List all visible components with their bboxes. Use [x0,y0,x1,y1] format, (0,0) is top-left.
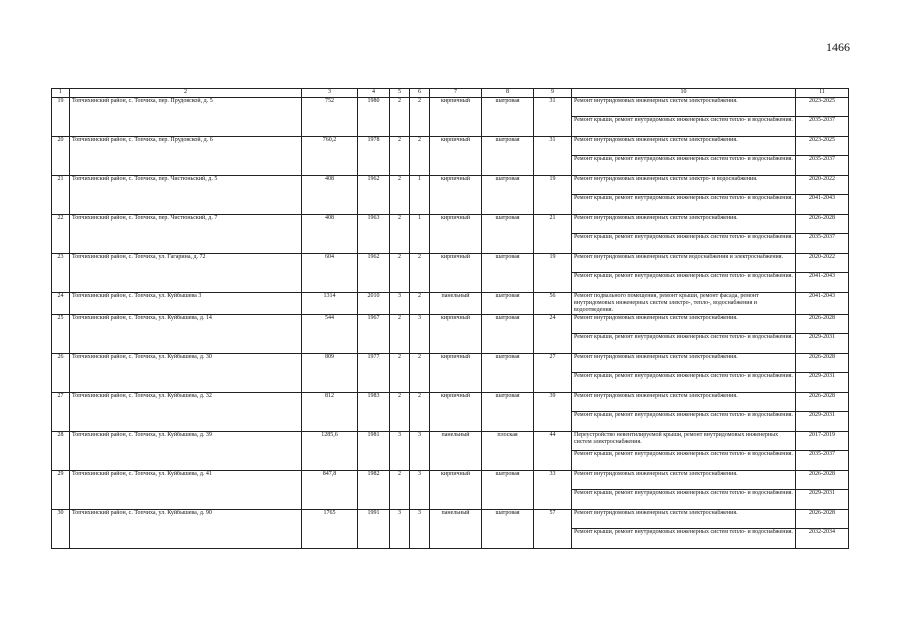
record-col6: 2 [410,98,430,137]
record-work-description: Ремонт крыши, ремонт внутридомовых инженерных систем тепло- и водоснабжения. [572,234,796,254]
table-body [52,98,849,549]
record-work-description: Ремонт крыши, ремонт внутридомовых инженерных систем тепло- и водоснабжения. [572,451,796,471]
table-row [52,471,849,490]
record-work-period: 2041-2043 [796,195,849,215]
record-address: Топчихинский район, с. Топчиха, ул. Куйбышева, д. 30 [70,354,302,393]
record-number: 19 [52,98,70,137]
col-header-5: 5 [390,89,410,98]
col-header-2: 2 [70,89,302,98]
record-wall-material: кирпичный [430,137,482,176]
record-area: 604 [302,254,358,293]
record-roof-type: шатровая [482,510,534,549]
record-work-period: 2026-2028 [796,315,849,334]
record-roof-type: шатровая [482,315,534,354]
record-col6: 2 [410,293,430,315]
col-header-4: 4 [358,89,390,98]
record-work-description: Ремонт крыши, ремонт внутридомовых инженерных систем тепло- и водоснабжения. [572,490,796,510]
record-work-period: 2026-2028 [796,393,849,412]
record-work-description: Ремонт внутридомовых инженерных систем электроснабжения. [572,354,796,373]
record-col6: 3 [410,510,430,549]
record-number: 24 [52,293,70,315]
record-year: 1967 [358,315,390,354]
record-wall-material: кирпичный [430,176,482,215]
record-roof-type: шатровая [482,393,534,432]
record-col9: 19 [534,176,572,215]
col-header-7: 7 [430,89,482,98]
record-col5: 2 [390,98,410,137]
record-year: 1980 [358,98,390,137]
table-row [52,315,849,334]
record-work-period: 2035-2037 [796,451,849,471]
record-roof-type: шатровая [482,354,534,393]
record-address: Топчихинский район, с. Топчиха, пер. Прудовской, д. 5 [70,98,302,137]
record-area: 1285,6 [302,432,358,471]
record-area: 752 [302,98,358,137]
record-area: 812 [302,393,358,432]
record-roof-type: шатровая [482,137,534,176]
record-number: 29 [52,471,70,510]
column-number-row [52,89,849,98]
record-work-description: Ремонт крыши, ремонт внутридомовых инженерных систем тепло- и водоснабжения. [572,273,796,293]
table-row [52,137,849,156]
record-wall-material: кирпичный [430,98,482,137]
record-address: Топчихинский район, с. Топчиха, пер. Чистюньский, д. 5 [70,176,302,215]
record-col6: 3 [410,432,430,471]
record-number: 25 [52,315,70,354]
record-wall-material: панельный [430,510,482,549]
record-work-description: Ремонт внутридомовых инженерных систем электроснабжения. [572,315,796,334]
record-col5: 3 [390,510,410,549]
record-work-period: 2026-2028 [796,354,849,373]
record-work-description: Ремонт крыши, ремонт внутридомовых инженерных систем тепло- и водоснабжения. [572,334,796,354]
record-year: 1962 [358,176,390,215]
record-col6: 2 [410,137,430,176]
record-col6: 1 [410,176,430,215]
record-col9: 33 [534,471,572,510]
record-work-period: 2041-2043 [796,293,849,315]
record-col9: 19 [534,254,572,293]
table-row [52,510,849,529]
record-work-description: Ремонт крыши, ремонт внутридомовых инженерных систем тепло- и водоснабжения. [572,195,796,215]
record-roof-type: шатровая [482,293,534,315]
col-header-8: 8 [482,89,534,98]
record-work-period: 2035-2037 [796,234,849,254]
record-col9: 24 [534,315,572,354]
record-address: Топчихинский район, с. Топчиха, ул. Куйбышева, д. 39 [70,432,302,471]
record-number: 30 [52,510,70,549]
col-header-10: 10 [572,89,796,98]
record-address: Топчихинский район, с. Топчиха, ул. Куйбышева, д. 14 [70,315,302,354]
record-address: Топчихинский район, с. Топчиха, ул. Куйбышева, д. 41 [70,471,302,510]
record-work-period: 2026-2028 [796,215,849,234]
page-number: 1466 [826,40,850,54]
record-area: 408 [302,215,358,254]
record-wall-material: кирпичный [430,393,482,432]
record-work-period: 2035-2037 [796,156,849,176]
record-col6: 3 [410,471,430,510]
record-address: Топчихинский район, с. Топчиха, ул. Гагарина, д. 72 [70,254,302,293]
record-work-period: 2020-2022 [796,254,849,273]
record-wall-material: кирпичный [430,254,482,293]
record-roof-type: шатровая [482,254,534,293]
record-work-description: Ремонт внутридомовых инженерных систем электро- и водоснабжения. [572,176,796,195]
record-address: Топчихинский район, с. Топчиха, ул. Куйбышева 3 [70,293,302,315]
record-wall-material: кирпичный [430,215,482,254]
record-work-description: Ремонт внутридомовых инженерных систем водоснабжения и электроснабжения. [572,254,796,273]
table-row [52,98,849,117]
record-roof-type: шатровая [482,176,534,215]
record-area: 1765 [302,510,358,549]
col-header-11: 11 [796,89,849,98]
record-wall-material: кирпичный [430,471,482,510]
record-col5: 2 [390,471,410,510]
record-number: 26 [52,354,70,393]
record-work-description: Ремонт крыши, ремонт внутридомовых инженерных систем тепло- и водоснабжения. [572,529,796,549]
record-wall-material: кирпичный [430,315,482,354]
record-work-period: 2032-2034 [796,529,849,549]
table-row [52,176,849,195]
col-header-6: 6 [410,89,430,98]
record-work-period: 2026-2028 [796,471,849,490]
record-year: 1978 [358,137,390,176]
record-number: 27 [52,393,70,432]
record-col5: 3 [390,432,410,471]
record-year: 1962 [358,254,390,293]
record-year: 1977 [358,354,390,393]
record-number: 22 [52,215,70,254]
record-work-description: Ремонт внутридомовых инженерных систем электроснабжения. [572,215,796,234]
table-row [52,254,849,273]
record-work-description: Ремонт внутридомовых инженерных систем электроснабжения. [572,137,796,156]
record-year: 2010 [358,293,390,315]
record-col9: 27 [534,354,572,393]
table-row [52,215,849,234]
record-col9: 39 [534,393,572,432]
record-col9: 56 [534,293,572,315]
record-col6: 2 [410,254,430,293]
record-number: 21 [52,176,70,215]
record-work-period: 2029-2031 [796,373,849,393]
record-col9: 57 [534,510,572,549]
record-work-description: Ремонт подвального помещения, ремонт крыши, ремонт фасада, ремонт внутридомовых инженерных систем электро-, тепло-, водоснабжения и водоотведения. [572,293,796,315]
record-col5: 2 [390,254,410,293]
record-wall-material: панельный [430,432,482,471]
record-address: Топчихинский район, с. Топчиха, пер. Чистюньский, д. 7 [70,215,302,254]
col-header-3: 3 [302,89,358,98]
table-row [52,393,849,412]
record-work-period: 2023-2025 [796,98,849,117]
record-year: 1991 [358,510,390,549]
record-roof-type: шатровая [482,471,534,510]
record-number: 28 [52,432,70,471]
record-address: Топчихинский район, с. Топчиха, ул. Куйбышева, д. 32 [70,393,302,432]
record-work-period: 2026-2028 [796,510,849,529]
record-work-description: Ремонт крыши, ремонт внутридомовых инженерных систем тепло- и водоснабжения. [572,117,796,137]
record-col9: 21 [534,215,572,254]
record-col5: 2 [390,176,410,215]
record-year: 1963 [358,215,390,254]
record-work-period: 2029-2031 [796,490,849,510]
record-area: 809 [302,354,358,393]
record-number: 20 [52,137,70,176]
col-header-9: 9 [534,89,572,98]
record-work-description: Ремонт внутридомовых инженерных систем электроснабжения. [572,510,796,529]
record-work-period: 2023-2025 [796,137,849,156]
record-col5: 3 [390,293,410,315]
record-work-description: Ремонт крыши, ремонт внутридомовых инженерных систем тепло- и водоснабжения. [572,156,796,176]
capital-repair-table [51,88,849,549]
record-area: 544 [302,315,358,354]
record-work-description: Ремонт крыши, ремонт внутридомовых инженерных систем тепло- и водоснабжения. [572,412,796,432]
record-col9: 44 [534,432,572,471]
record-address: Топчихинский район, с. Топчиха, пер. Прудовской, д. 6 [70,137,302,176]
table-row [52,354,849,373]
record-work-description: Ремонт внутридомовых инженерных систем электроснабжения. [572,471,796,490]
record-col6: 2 [410,354,430,393]
col-header-1: 1 [52,89,70,98]
record-col5: 2 [390,137,410,176]
record-work-period: 2020-2022 [796,176,849,195]
record-col6: 3 [410,315,430,354]
record-area: 1314 [302,293,358,315]
record-year: 1981 [358,432,390,471]
record-col5: 2 [390,315,410,354]
record-wall-material: панельный [430,293,482,315]
table-row [52,293,849,315]
record-area: 847,8 [302,471,358,510]
record-year: 1982 [358,471,390,510]
record-col9: 31 [534,137,572,176]
record-address: Топчихинский район, с. Топчиха, ул. Куйбышева, д. 90 [70,510,302,549]
record-col6: 2 [410,393,430,432]
record-work-period: 2017-2019 [796,432,849,451]
record-col5: 2 [390,393,410,432]
record-work-description: Ремонт крыши, ремонт внутридомовых инженерных систем тепло- и водоснабжения. [572,373,796,393]
table-row [52,432,849,451]
record-area: 408 [302,176,358,215]
record-col9: 31 [534,98,572,137]
record-col5: 2 [390,354,410,393]
record-work-description: Ремонт внутридомовых инженерных систем электроснабжения. [572,98,796,117]
record-col6: 1 [410,215,430,254]
record-work-description: Ремонт внутридомовых инженерных систем электроснабжения. [572,393,796,412]
record-work-period: 2041-2043 [796,273,849,293]
record-work-period: 2029-2031 [796,334,849,354]
record-wall-material: кирпичный [430,354,482,393]
record-work-period: 2029-2031 [796,412,849,432]
record-area: 760,2 [302,137,358,176]
record-roof-type: шатровая [482,98,534,137]
record-work-description: Переустройство невентилируемой крыши, ремонт внутридомовых инженерных систем электроснабжения. [572,432,796,451]
record-col5: 2 [390,215,410,254]
record-work-period: 2035-2037 [796,117,849,137]
record-roof-type: шатровая [482,215,534,254]
record-roof-type: плоская [482,432,534,471]
record-year: 1983 [358,393,390,432]
record-number: 23 [52,254,70,293]
